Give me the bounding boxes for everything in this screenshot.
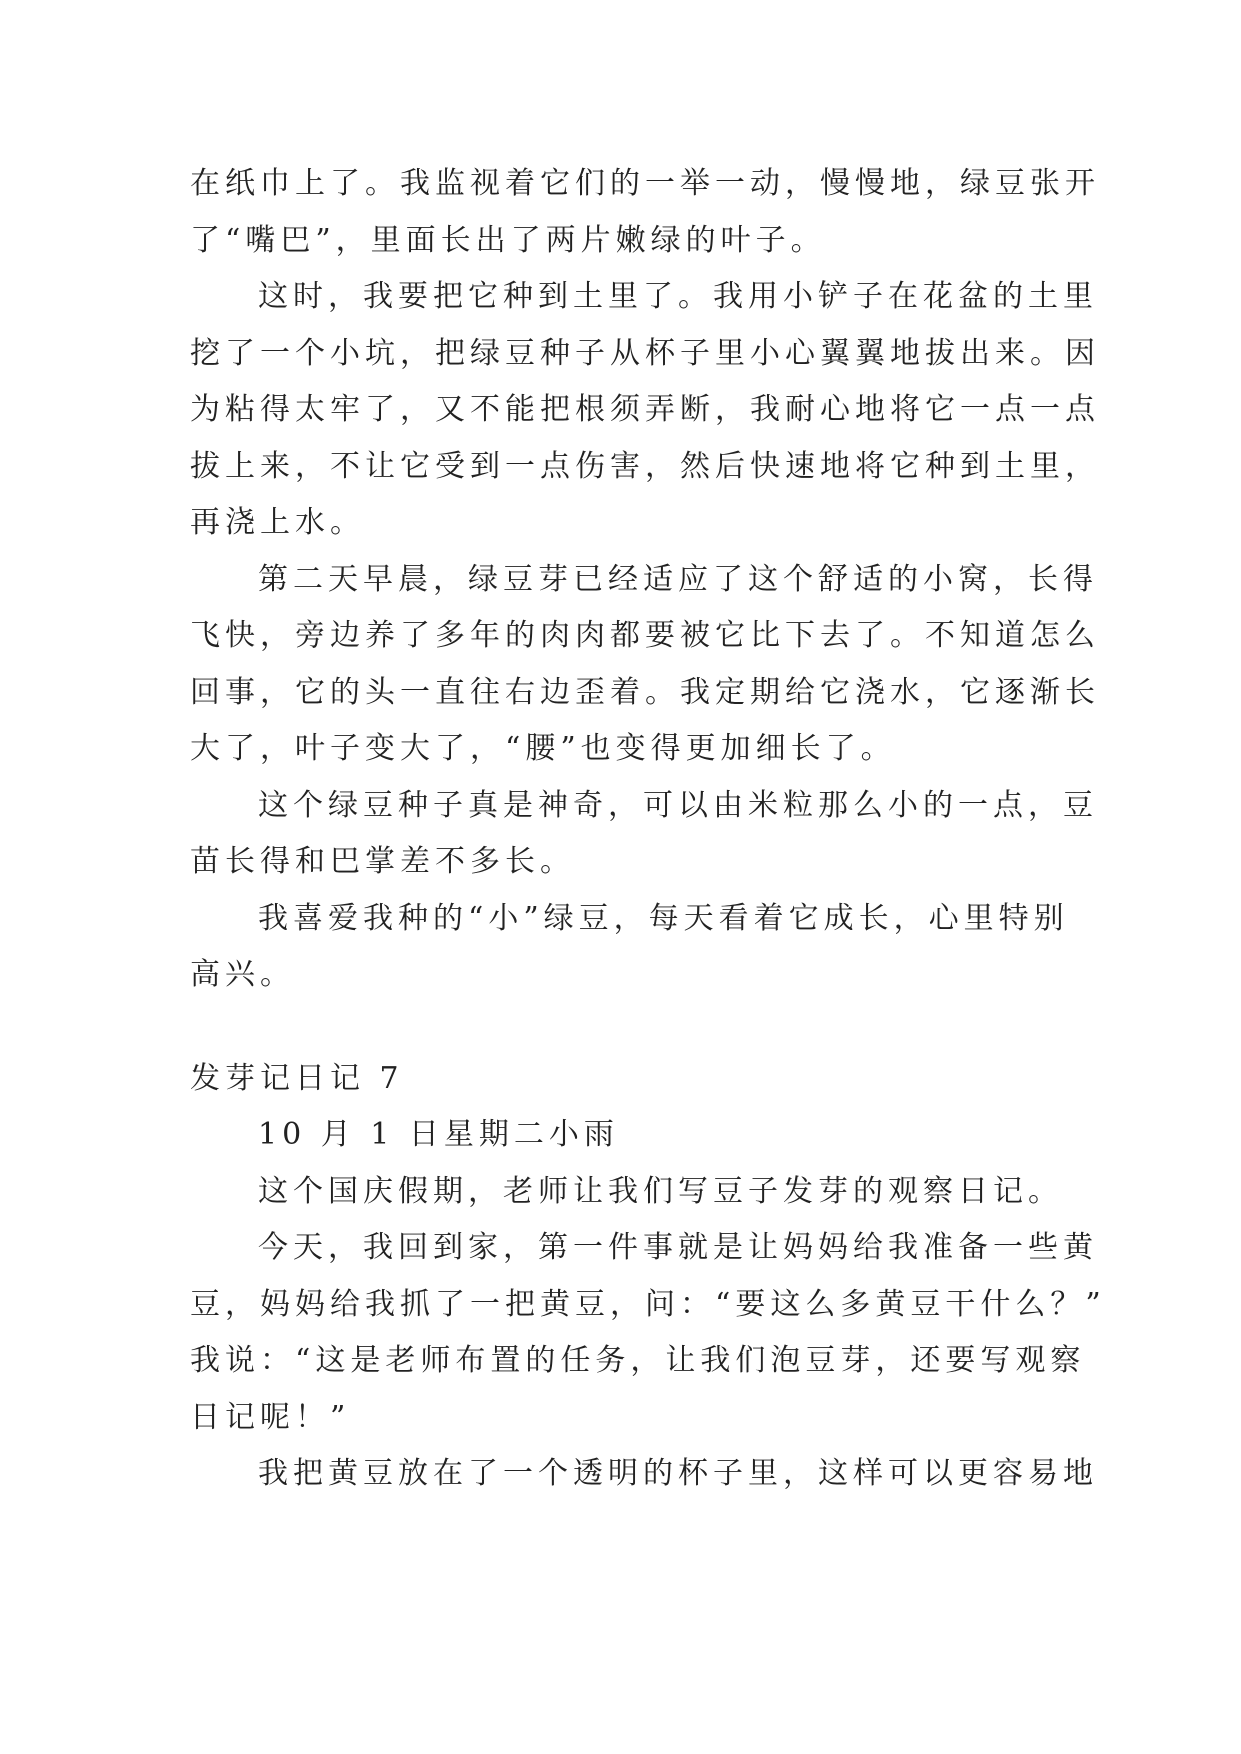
text-line: 今天，我回到家，第一件事就是让妈妈给我准备一些黄	[258, 1230, 1098, 1265]
text-line: 这时，我要把它种到土里了。我用小铲子在花盆的土里	[258, 279, 1098, 314]
text-line: 我说：“这是老师布置的任务，让我们泡豆芽，还要写观察	[190, 1343, 1086, 1378]
text-line: 在纸巾上了。我监视着它们的一举一动，慢慢地，绿豆张开	[190, 166, 1100, 201]
text-line: 回事，它的头一直往右边歪着。我定期给它浇水，它逐渐长	[190, 674, 1100, 710]
text-line: 为粘得太牢了，又不能把根须弄断，我耐心地将它一点一点	[190, 392, 1100, 427]
text-line: 10 月 1 日星期二小雨	[258, 1117, 619, 1152]
text-line: 高兴。	[190, 957, 295, 992]
text-line: 日记呢！”	[190, 1399, 351, 1435]
text-line: 了“嘴巴”，里面长出了两片嫩绿的叶子。	[190, 222, 826, 258]
text-line: 再浇上水。	[190, 505, 365, 540]
text-line: 这个绿豆种子真是神奇，可以由米粒那么小的一点，豆	[258, 787, 1098, 823]
document-body	[190, 156, 1106, 1503]
text-line: 挖了一个小坑，把绿豆种子从杯子里小心翼翼地拔出来。因	[190, 335, 1100, 371]
diary-entry-7	[190, 1107, 1106, 1503]
text-line: 苗长得和巴掌差不多长。	[190, 844, 575, 879]
text-line: 我把黄豆放在了一个透明的杯子里，这样可以更容易地	[258, 1456, 1098, 1491]
section-gap	[190, 1004, 1050, 1051]
text-line: 豆，妈妈给我抓了一把黄豆，问：“要这么多黄豆干什么？”	[190, 1286, 1106, 1322]
diary-heading: 发芽记日记 7	[190, 1060, 404, 1096]
text-line: 我喜爱我种的“小”绿豆，每天看着它成长，心里特别	[258, 900, 1069, 936]
text-line: 拔上来，不让它受到一点伤害，然后快速地将它种到土里，	[190, 448, 1100, 484]
text-line: 飞快，旁边养了多年的肉肉都要被它比下去了。不知道怎么	[190, 618, 1100, 653]
diary-previous-section	[190, 156, 1100, 1004]
text-line: 第二天早晨，绿豆芽已经适应了这个舒适的小窝，长得	[258, 561, 1098, 597]
text-line: 大了，叶子变大了，“腰”也变得更加细长了。	[190, 731, 896, 766]
text-line: 这个国庆假期，老师让我们写豆子发芽的观察日记。	[258, 1173, 1063, 1209]
